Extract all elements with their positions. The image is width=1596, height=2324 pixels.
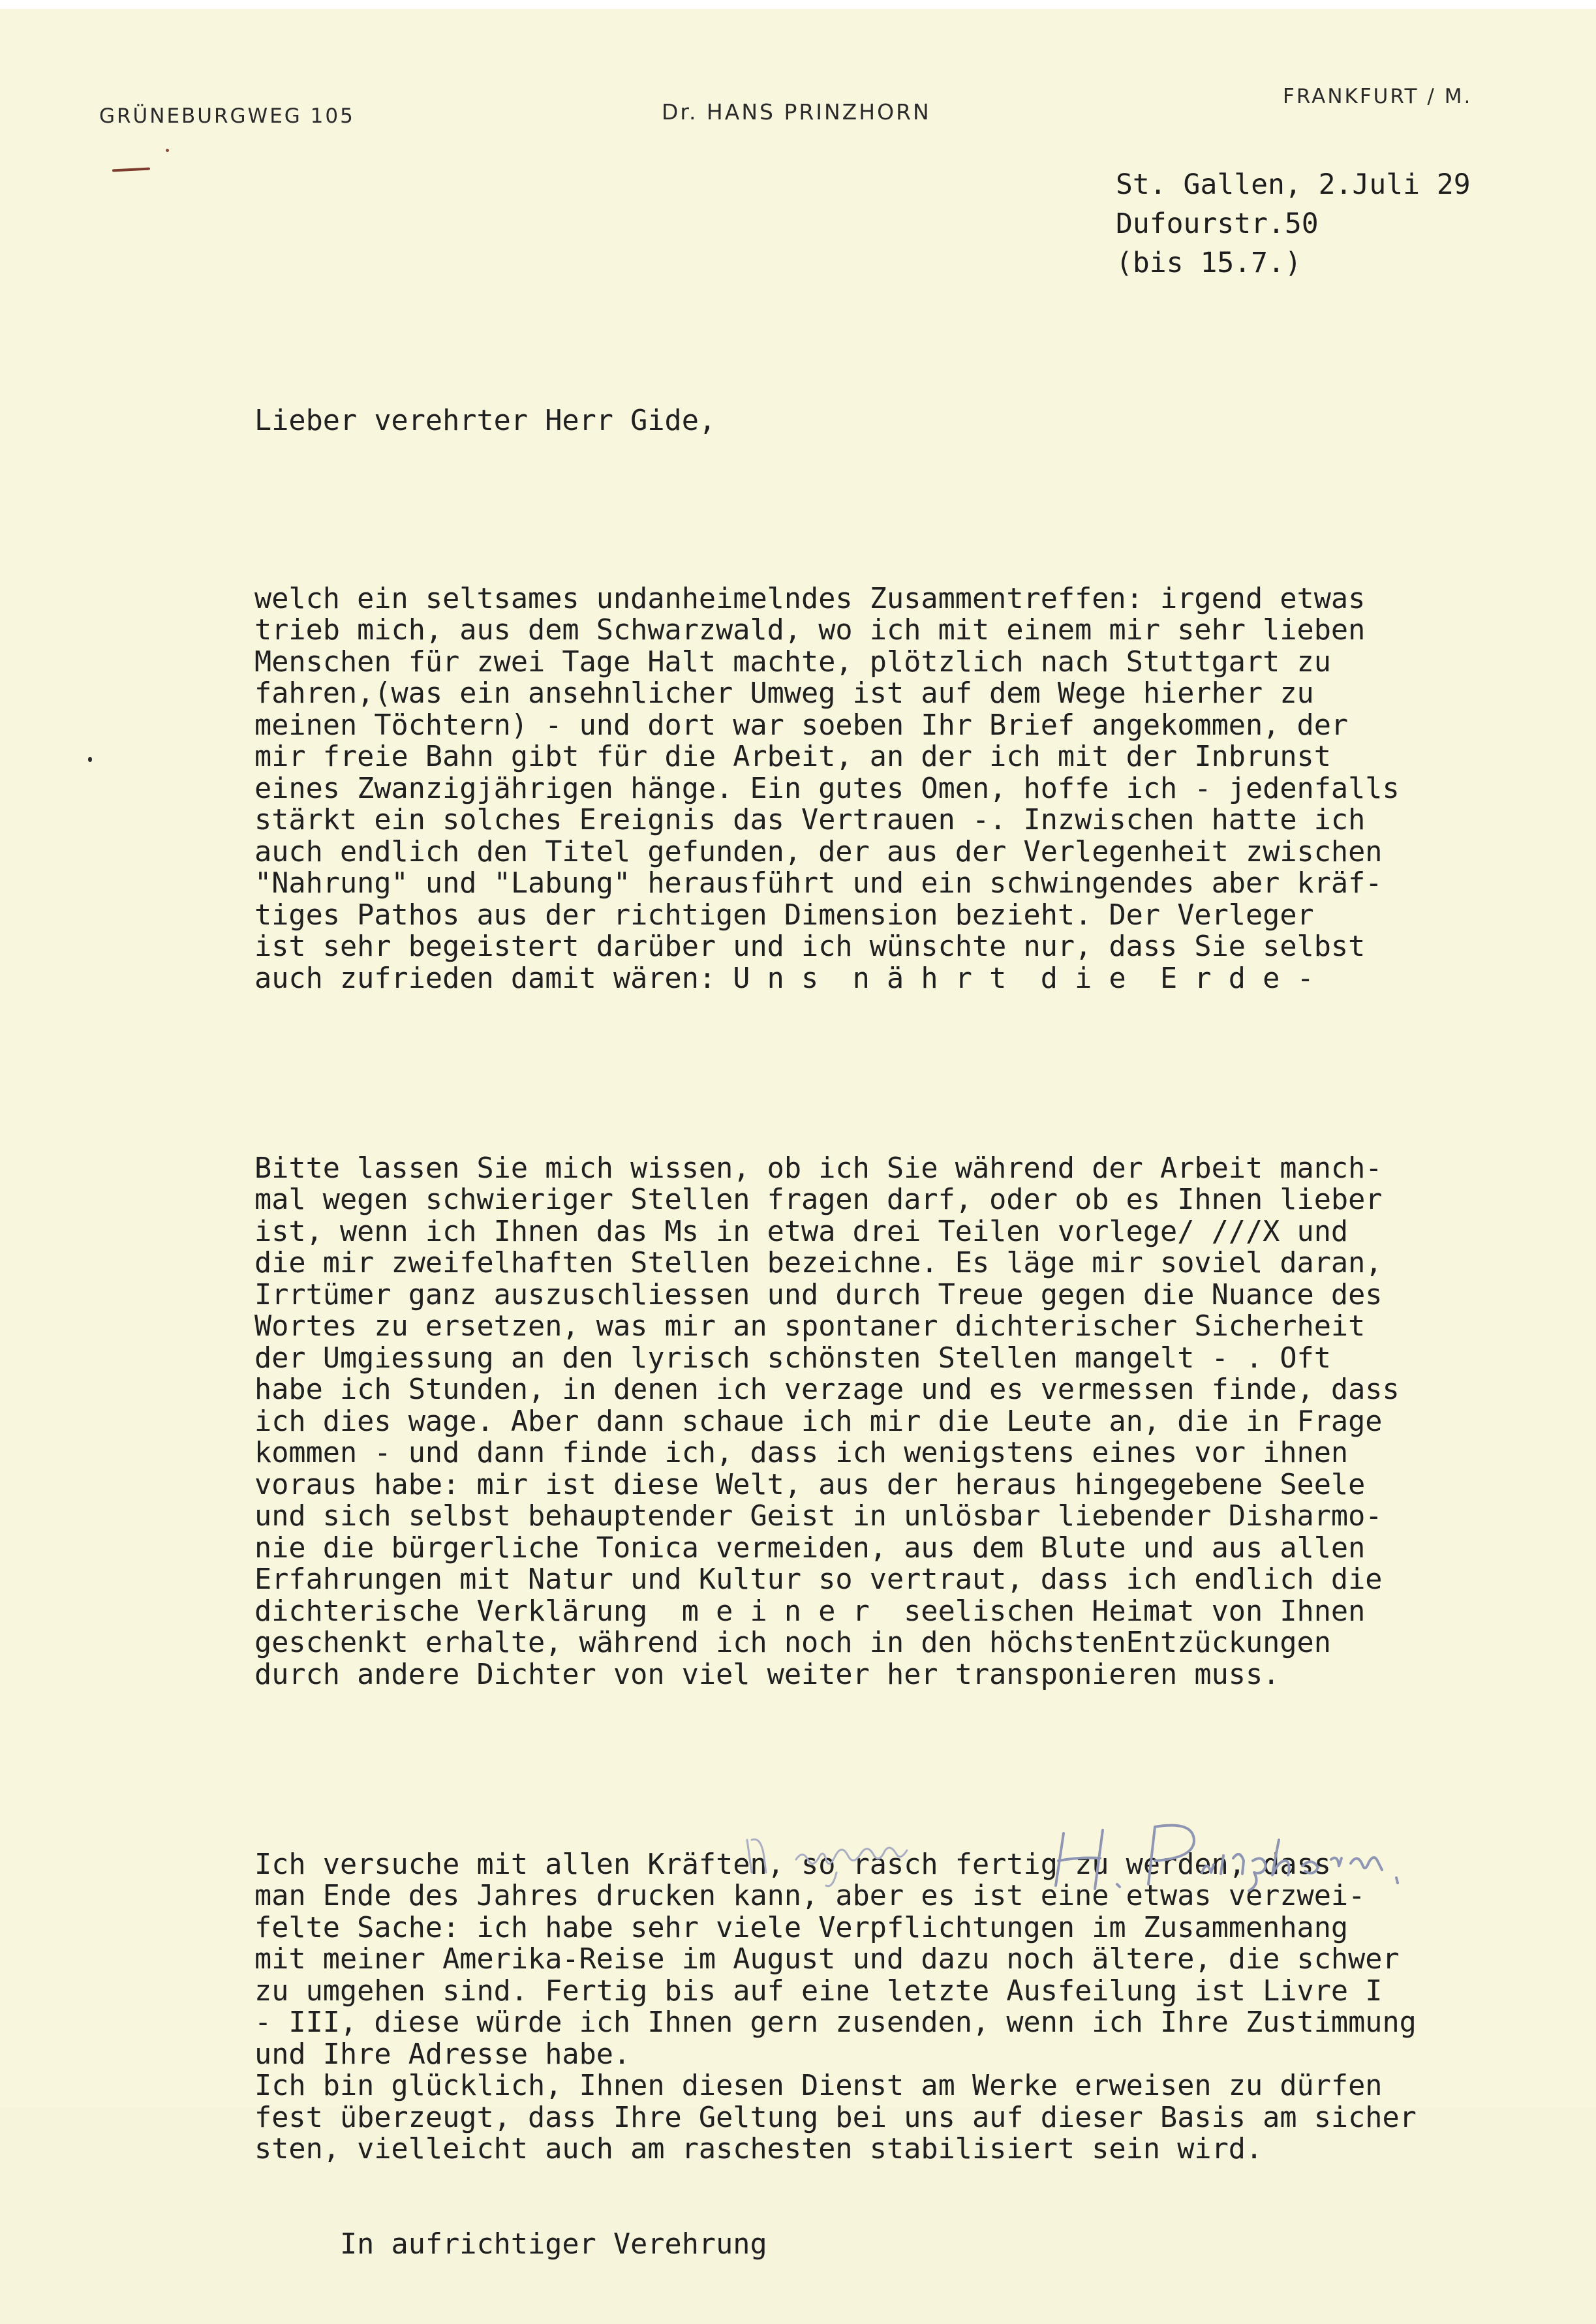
text-line: mir freie Bahn gibt für die Arbeit, an der ich mit der Inbrunst bbox=[254, 741, 1331, 773]
text-line: durch andere Dichter von viel weiter her transponieren muss. bbox=[254, 1658, 1280, 1691]
text-line: der Umgiessung an den lyrisch schönsten Stellen mangelt - . Oft bbox=[254, 1341, 1331, 1375]
text-line: die mir zweifelhaften Stellen bezeichne. Es läge mir soviel daran, bbox=[254, 1247, 1383, 1279]
text-line: fest überzeugt, dass Ihre Geltung bei uns auf dieser Basis am sicher bbox=[254, 2101, 1417, 2134]
text-line: kommen - und dann finde ich, dass ich wenigstens eines vor ihnen bbox=[254, 1437, 1349, 1469]
dateline-place-date: St. Gallen, 2.Juli 29 bbox=[1116, 168, 1471, 201]
text-line: "Nahrung" und "Labung" herausführt und ein schwingendes aber kräf- bbox=[254, 867, 1383, 900]
text-line: voraus habe: mir ist diese Welt, aus der heraus hingegebene Seele bbox=[254, 1468, 1366, 1501]
text-line: man Ende des Jahres drucken kann, aber es ist eine etwas verzwei- bbox=[254, 1880, 1366, 1912]
text-line: geschenkt erhalte, während ich noch in den höchstenEntzückungen bbox=[254, 1627, 1331, 1659]
text-line: ich dies wage. Aber dann schaue ich mir die Leute an, die in Frage bbox=[254, 1405, 1383, 1438]
text-line: meinen Töchtern) - und dort war soeben Ihr Brief angekommen, der bbox=[254, 709, 1349, 742]
text-line: stärkt ein solches Ereignis das Vertrauen -. Inzwischen hatte ich bbox=[254, 804, 1366, 836]
text-line: welch ein seltsames undanheimelndes Zusammentreffen: irgend etwas bbox=[254, 582, 1366, 615]
pen-dot-mark bbox=[166, 149, 169, 152]
greeting-gap bbox=[254, 500, 1559, 520]
text-line: Ich versuche mit allen Kräften, so rasch fertig zu werden, dass bbox=[254, 1848, 1331, 1881]
text-line: eines Zwanzigjährigen hänge. Ein gutes Omen, hoffe ich - jedenfalls bbox=[254, 772, 1400, 805]
text-line: auch endlich den Titel gefunden, der aus der Verlegenheit zwischen bbox=[254, 835, 1383, 868]
text-line: - III, diese würde ich Ihnen gern zusenden, wenn ich Ihre Zustimmung bbox=[254, 2006, 1417, 2039]
paragraph-2 bbox=[254, 1153, 1559, 1691]
letterhead-name: Dr. HANS PRINZHORN bbox=[662, 99, 931, 125]
text-line: ist sehr begeistert darüber und ich wünschte nur, dass Sie selbst bbox=[254, 930, 1366, 963]
text-line: Ich bin glücklich, Ihnen diesen Dienst am Werke erweisen zu dürfen bbox=[254, 2070, 1383, 2102]
text-line: Erfahrungen mit Natur und Kultur so vertraut, dass ich endlich die bbox=[254, 1563, 1383, 1596]
letter-body bbox=[254, 342, 1559, 2323]
text-line: felte Sache: ich habe sehr viele Verpflichtungen im Zusammenhang bbox=[254, 1911, 1349, 1944]
text-line: mal wegen schwieriger Stellen fragen darf, oder ob es Ihnen lieber bbox=[254, 1184, 1383, 1216]
text-line: zu umgehen sind. Fertig bis auf eine letzte Ausfeilung ist Livre I bbox=[254, 1974, 1383, 2008]
handwritten-signature bbox=[737, 1801, 1475, 1899]
text-line: habe ich Stunden, in denen ich verzage und es vermessen finde, dass bbox=[254, 1373, 1400, 1406]
text-line: nie die bürgerliche Tonica vermeiden, aus dem Blute und aus allen bbox=[254, 1531, 1366, 1565]
text-line: tiges Pathos aus der richtigen Dimension bezieht. Der Verleger bbox=[254, 898, 1314, 932]
text-line: auch zufrieden damit wären: U n s n ä h r t d i e E r d e - bbox=[254, 962, 1314, 995]
pen-stroke-mark bbox=[112, 167, 150, 172]
text-line: Menschen für zwei Tage Halt machte, plötzlich nach Stuttgart zu bbox=[254, 645, 1331, 679]
paragraph-gap bbox=[254, 1058, 1559, 1090]
text-line: fahren,(was ein ansehnlicher Umweg ist auf dem Wege hierher zu bbox=[254, 677, 1314, 710]
signature-drawing bbox=[737, 1801, 1475, 1899]
text-line: sten, vielleicht auch am raschesten stabilisiert sein wird. bbox=[254, 2133, 1263, 2165]
text-line: trieb mich, aus dem Schwarzwald, wo ich mit einem mir sehr lieben bbox=[254, 614, 1366, 647]
text-line: mit meiner Amerika-Reise im August und dazu noch ältere, die schwer bbox=[254, 1943, 1400, 1976]
letterhead-city: FRANKFURT / M. bbox=[1283, 85, 1473, 108]
text-line: Irrtümer ganz auszuschliessen und durch Treue gegen die Nuance des bbox=[254, 1278, 1383, 1311]
text-line: dichterische Verklärung m e i n e r seelischen Heimat von Ihnen bbox=[254, 1595, 1366, 1628]
paper-speck bbox=[88, 757, 92, 762]
letterhead-address: GRÜNEBURGWEG 105 bbox=[99, 104, 355, 128]
paper-edge bbox=[0, 0, 1596, 9]
paragraph-gap bbox=[254, 1754, 1559, 1786]
dateline-street: Dufourstr.50 bbox=[1116, 207, 1319, 240]
text-line: Wortes zu ersetzen, was mir an spontaner dichterischer Sicherheit bbox=[254, 1310, 1366, 1343]
text-line: Bitte lassen Sie mich wissen, ob ich Sie während der Arbeit manch- bbox=[254, 1152, 1383, 1185]
dateline-until: (bis 15.7.) bbox=[1116, 247, 1302, 279]
closing: In aufrichtiger Verehrung bbox=[254, 2227, 767, 2261]
greeting: Lieber verehrter Herr Gide, bbox=[254, 405, 716, 437]
text-line: und sich selbst behauptender Geist in unlösbar liebender Disharmo- bbox=[254, 1500, 1383, 1533]
text-line: ist, wenn ich Ihnen das Ms in etwa drei Teilen vorlege/ ///X und bbox=[254, 1215, 1349, 1248]
paragraph-1 bbox=[254, 583, 1559, 995]
text-line: und Ihre Adresse habe. bbox=[254, 2038, 631, 2071]
